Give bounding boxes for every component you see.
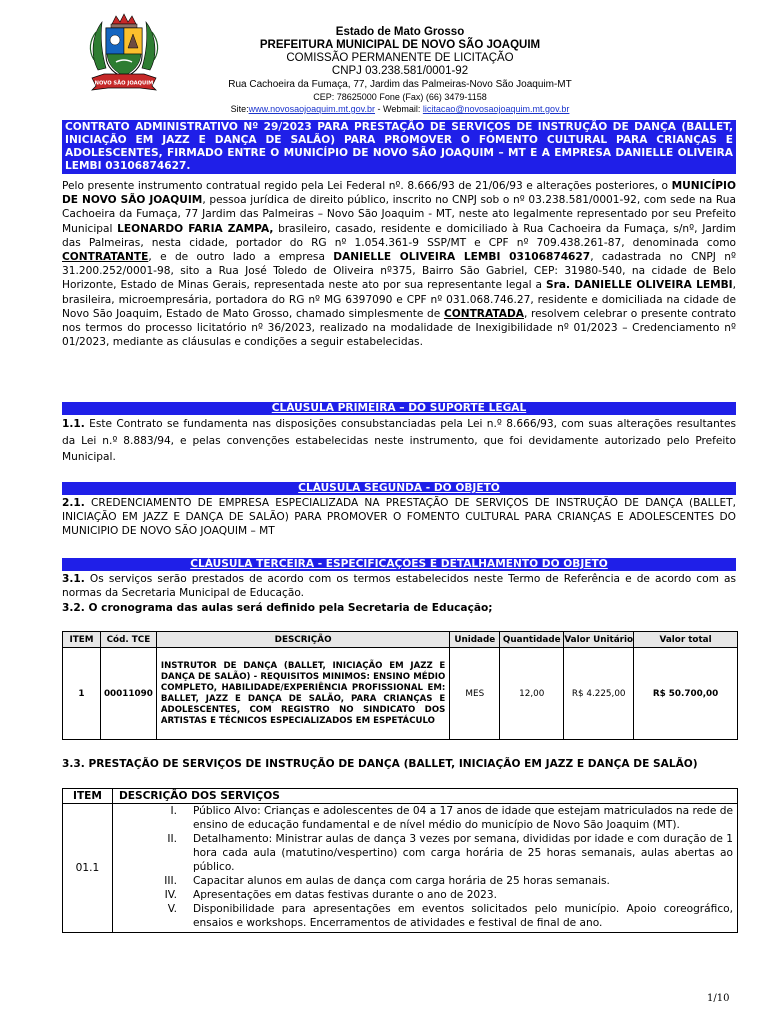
state-name: Estado de Mato Grosso (335, 26, 465, 38)
preamble-text-3: brasileiro, casado, residente e domiciliado à Rua Cachoeira da Fumaça, s/nº, Jardim das Palmeiras, nesta cidade, portador do RG nº 1.054.361-9 SSP/MT e CPF nº 709.438.261-87, denominada como (62, 222, 736, 249)
preamble-paragraph (62, 179, 736, 349)
list-item-text: Detalhamento: Ministrar aulas de dança 3 vezes por semana, divididas por idade e com duração de 1 hora cada aula (matutino/vespertino) com carga horária de 25 horas semanais, aulas abertas ao público. (192, 833, 733, 873)
empresa-name: DANIELLE OLIVEIRA LEMBI 03106874627 (333, 251, 591, 264)
contract-title: CONTRATO ADMINISTRATIVO Nº 29/2023 PARA PRESTAÇÃO DE SERVIÇOS DE INSTRUÇÃO DE DANÇA (BALLET, INICIAÇÃO EM JAZZ E DANÇA DE SALÃO) PARA PROMOVER O FOMENTO CULTURAL PARA CRIANÇAS E ADOLESCENTES, FIRMADO ENTRE O MUNICÍPIO DE NOVO SÃO JOAQUIM – MT E A EMPRESA DANIELLE OLIVEIRA LEMBI 03106874627. (62, 120, 736, 174)
letterhead (200, 26, 600, 115)
clause-1-body: Este Contrato se fundamenta nas disposições consubstanciadas pela Lei n.º 8.666/93, com suas alterações resultantes da Lei n.º 8.883/94, e pelas convenções estabelecidas neste instrumento, que foi devidamente autorizado pelo Prefeito Municipal. (62, 418, 736, 464)
list-item (117, 888, 733, 902)
col-descricao-servicos: DESCRIÇÃO DOS SERVIÇOS (112, 789, 737, 804)
col-item: ITEM (63, 632, 101, 648)
preamble-text-1: Pelo presente instrumento contratual regido pela Lei Federal nº. 8.666/93 de 21/06/93 e alterações posteriores, o (62, 180, 672, 192)
row-descricao: INSTRUTOR DE DANÇA (BALLET, INICIAÇÃO EM JAZZ E DANÇA DE SALÃO) - REQUISITOS MINIMOS: ENSINO MÉDIO COMPLETO, HABILIDADE/EXPERIÊNCIA PROFISSIONAL EM: BALLET, JAZZ E DANÇA DE SALÃO, PARA CRIANÇAS E ADOLESCENTES, COM REGISTRO NO SINDICATO DOS ARTISTAS E TÉCNICOS ESPECIALIZADOS EM ESPETÁCULO (156, 648, 449, 740)
clause-1-header (62, 402, 736, 415)
contratada-label: CONTRATADA (443, 307, 524, 320)
col-cod-tce: Cód. TCE (100, 632, 156, 648)
row-valor-unitario: R$ 4.225,00 (564, 648, 634, 740)
crest-ribbon-text: NOVO SÃO JOAQUIM (94, 80, 154, 87)
list-item (117, 832, 733, 874)
clause-2-text (62, 496, 736, 539)
municipio-name: MUNICÍPIO DE NOVO SÃO JOAQUIM (62, 180, 736, 207)
row-item: 1 (63, 648, 101, 740)
clause-2-number: 2.1. (62, 497, 85, 509)
services-item-number: 01.1 (63, 804, 113, 933)
table-row (63, 648, 738, 740)
list-item-number: III. (164, 875, 177, 887)
clause-1-title: CLÁUSULA PRIMEIRA – DO SUPORTE LEGAL (271, 402, 527, 414)
row-quantidade: 12,00 (500, 648, 564, 740)
list-item (117, 874, 733, 888)
comissao-name: COMISSÃO PERMANENTE DE LICITAÇÃO (286, 52, 514, 64)
list-item-text: Disponibilidade para apresentações em eventos solicitados pelo município. Apoio coreográfico, ensaios e workshops. Encerramentos de atividades e festival de final de ano. (192, 903, 733, 929)
prefeito-name: LEONARDO FARIA ZAMPA, (117, 222, 274, 235)
clause-3-text (62, 572, 736, 600)
section-3-3-heading: 3.3. PRESTAÇÃO DE SERVIÇOS DE INSTRUÇÃO DE DANÇA (BALLET, INICIAÇÃO EM JAZZ E DANÇA DE SALÃO) (62, 758, 698, 770)
row-unidade: MES (450, 648, 500, 740)
clause-2-title: CLÁUSULA SEGUNDA - DO OBJETO (298, 482, 500, 494)
site-link[interactable]: www.novosaojoaquim.mt.gov.br (248, 104, 376, 114)
clause-3-title: CLÁUSULA TERCEIRA - ESPECIFICAÇÕES E DETALHAMENTO DO OBJETO (190, 558, 608, 570)
contratante-label: CONTRATANTE (62, 251, 149, 264)
preamble-text-4: , e de outro lado a empresa (148, 251, 334, 264)
cep-phone-line: CEP: 78625000 Fone (Fax) (66) 3479-1158 (313, 92, 487, 102)
items-table (62, 631, 738, 740)
col-valor-total: Valor total (634, 632, 738, 648)
services-table (62, 788, 738, 933)
page-number: 1/10 (707, 993, 730, 1004)
webmail-link[interactable]: licitacao@novosaojoaquim.mt.gov.br (422, 104, 570, 114)
clause-3-1-body: Os serviços serão prestados de acordo com os termos estabelecidos neste Termo de Referência e de acordo com as normas da Secretaria Municipal de Educação. (62, 573, 736, 600)
col-item: ITEM (63, 789, 113, 804)
items-table-header (63, 632, 738, 648)
row-cod: 00011090 (100, 648, 156, 740)
list-item (117, 902, 733, 930)
clause-2-header (62, 482, 736, 495)
list-item (117, 804, 733, 832)
services-table-header (63, 789, 738, 804)
clause-2-body: CREDENCIAMENTO DE EMPRESA ESPECIALIZADA NA PRESTAÇÃO DE SERVIÇOS DE INSTRUÇÃO DE DANÇA (BALLET, INICIAÇÃO EM JAZZ E DANÇA DE SALÃO) PARA PROMOVER O FOMENTO CULTURAL PARA CRIANÇAS E ADOLESCENTES DO MUNICIPIO DE NOVO SÃO JOAQUIM – MT (62, 497, 736, 538)
preamble-text-7: , resolvem celebrar o presente contrato nos termos do processo licitatório nº 36/2023, realizado na modalidade de Inexigibilidade nº 01/2023 – Credenciamento nº 01/2023, mediante as cláusulas e condições a seguir estabelecidas. (62, 307, 736, 349)
cnpj-line: CNPJ 03.238.581/0001-92 (331, 65, 469, 77)
services-list (112, 804, 737, 933)
preamble-text-6: , brasileira, microempresária, portadora do RG nº MG 6397090 e CPF nº 031.068.746.27, residente e domiciliada na cidade de Novo São Joaquim, Estado de Mato Grosso, chamado simplesmente de (62, 279, 736, 320)
list-item-number: IV. (164, 889, 177, 901)
site-label: Site: (230, 104, 249, 114)
clause-3-1-number: 3.1. (62, 573, 85, 585)
col-unidade: Unidade (450, 632, 500, 648)
representante-name: Sra. DANIELLE OLIVEIRA LEMBI (545, 279, 733, 292)
clause-1-number: 1.1. (62, 418, 85, 430)
col-quantidade: Quantidade (500, 632, 564, 648)
site-webmail-line (200, 103, 600, 115)
list-item-text: Capacitar alunos em aulas de dança com carga horária de 25 horas semanais. (192, 875, 610, 887)
list-item-number: I. (170, 805, 177, 817)
municipal-crest-icon (88, 10, 160, 96)
list-item-number: V. (167, 903, 177, 915)
address-line: Rua Cachoeira da Fumaça, 77, Jardim das Palmeiras-Novo São Joaquim-MT (228, 79, 572, 90)
list-item-text: Público Alvo: Crianças e adolescentes de 04 a 17 anos de idade que estejam matriculados na rede de ensino de educação fundamental e de nível médio do município de Novo São Joaquim (MT). (192, 805, 733, 831)
table-row (63, 804, 738, 933)
prefeitura-name: PREFEITURA MUNICIPAL DE NOVO SÃO JOAQUIM (259, 39, 541, 51)
preamble-text-5: , cadastrada no CNPJ nº 31.200.252/0001-98, sito a Rua José Toledo de Oliveira nº375, Bairro São Gabriel, CEP: 31980-540, na cidade de Belo Horizonte, Estado de Minas Gerais, representada neste ato por sua representante legal a (62, 251, 737, 292)
row-valor-total: R$ 50.700,00 (634, 648, 738, 740)
webmail-label: - Webmail: (375, 104, 423, 114)
clause-3-2: 3.2. O cronograma das aulas será definido pela Secretaria de Educação; (62, 602, 493, 614)
col-valor-unitario: Valor Unitário (564, 632, 634, 648)
clause-1-text (62, 416, 736, 466)
preamble-text-2: , pessoa jurídica de direito público, inscrito no CNPJ sob o nº 03.238.581/0001-92, com sede na Rua Cachoeira da Fumaça, 77 Jardim das Palmeiras – Novo São Joaquim - MT, neste ato legalmente representado por seu Prefeito Municipal (62, 194, 736, 235)
list-item-text: Apresentações em datas festivas durante o ano de 2023. (192, 889, 498, 901)
col-descricao: DESCRIÇÃO (156, 632, 449, 648)
list-item-number: II. (167, 833, 177, 845)
clause-3-header (62, 558, 736, 571)
